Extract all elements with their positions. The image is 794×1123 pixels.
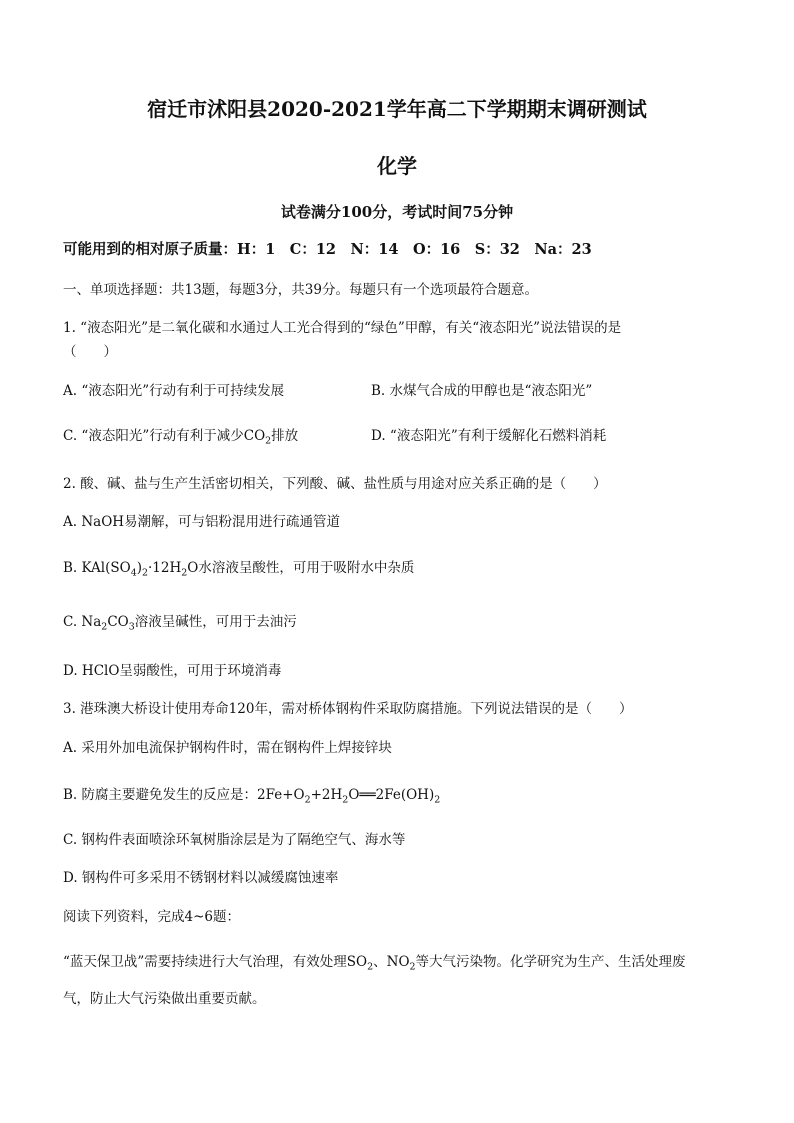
subscript: 3: [128, 621, 135, 633]
reading-intro: 阅读下列资料，完成4~6题：: [63, 909, 240, 925]
subscript: 4: [130, 567, 137, 579]
subscript: 2: [142, 567, 149, 579]
option-c-text: C. “液态阳光”行动有利于减少CO: [63, 428, 266, 444]
question-1-option-d: D. “液态阳光”有利于缓解化石燃料消耗: [371, 428, 607, 444]
subscript: 2: [304, 794, 311, 806]
formula-part: ): [136, 560, 142, 576]
exam-title: 宿迁市沭阳县2020-2021学年高二下学期期末调研测试: [147, 97, 647, 121]
subscript: 2: [342, 794, 349, 806]
subscript: 2: [265, 435, 272, 447]
question-1-option-a: A. “液态阳光”行动有利于可持续发展: [63, 383, 285, 399]
subscript: 2: [409, 961, 416, 973]
question-3-option-a: A. 采用外加电流保护钢构件时，需在钢构件上焊接锌块: [63, 740, 392, 756]
subscript: 2: [101, 621, 108, 633]
formula-part: +2H: [310, 787, 343, 803]
question-1-paren: （ ）: [63, 344, 117, 360]
formula-part: B. KAl(SO: [63, 560, 131, 576]
subscript: 2: [367, 961, 374, 973]
formula-part: ·12H: [148, 560, 182, 576]
question-1-stem: 1. “液态阳光”是二氧化碳和水通过人工光合得到的“绿色”甲醇，有关“液态阳光”说法错误的是: [63, 320, 622, 336]
formula-part: C. Na: [63, 614, 102, 630]
formula-part: CO: [107, 614, 129, 630]
option-b-text: O水溶液呈酸性，可用于吸附水中杂质: [187, 560, 415, 576]
question-2-stem: 2. 酸、碱、盐与生产生活密切相关，下列酸、碱、盐性质与用途对应关系正确的是（ ）: [63, 476, 607, 492]
question-2-option-c: [63, 610, 297, 632]
option-c-text-end: 排放: [271, 428, 299, 444]
question-2-option-b: [63, 556, 414, 578]
question-3-option-b: [63, 783, 440, 805]
reading-text: 等大气污染物。化学研究为生产、生活处理废: [415, 954, 686, 970]
question-3-option-d: D. 钢构件可多采用不锈钢材料以减缓腐蚀速率: [63, 870, 339, 886]
question-3-option-c: C. 钢构件表面喷涂环氧树脂涂层是为了隔绝空气、海水等: [63, 832, 406, 848]
question-2-option-d: D. HClO呈弱酸性，可用于环境消毒: [63, 663, 282, 679]
reading-paragraph-line-2: 气，防止大气污染做出重要贡献。: [63, 991, 266, 1007]
reading-text: “蓝天保卫战”需要持续进行大气治理，有效处理SO: [63, 954, 368, 970]
question-2-option-a: A. NaOH易潮解，可与铝粉混用进行疏通管道: [63, 514, 341, 530]
question-1-option-c: [63, 424, 298, 446]
subject-title: 化学: [377, 154, 417, 178]
reading-text: 、NO: [373, 954, 410, 970]
formula-part: O══2Fe(OH): [348, 787, 435, 803]
subscript: 2: [434, 794, 441, 806]
section-heading: 一、单项选择题：共13题，每题3分，共39分。每题只有一个选项最符合题意。: [63, 282, 538, 298]
question-1-option-b: B. 水煤气合成的甲醇也是“液态阳光”: [371, 383, 593, 399]
formula-part: B. 防腐主要避免发生的反应是：2Fe+O: [63, 787, 305, 803]
question-3-stem: 3. 港珠澳大桥设计使用寿命120年，需对桥体钢构件采取防腐措施。下列说法错误的是（ ）: [63, 701, 633, 717]
reading-paragraph-line-1: [63, 950, 686, 972]
atomic-masses: 可能用到的相对原子质量：H：1 C：12 N：14 O：16 S：32 Na：23: [63, 241, 592, 258]
option-c-text: 溶液呈碱性，可用于去油污: [134, 614, 297, 630]
subscript: 2: [181, 567, 188, 579]
exam-info: 试卷满分100分，考试时间75分钟: [280, 203, 514, 221]
